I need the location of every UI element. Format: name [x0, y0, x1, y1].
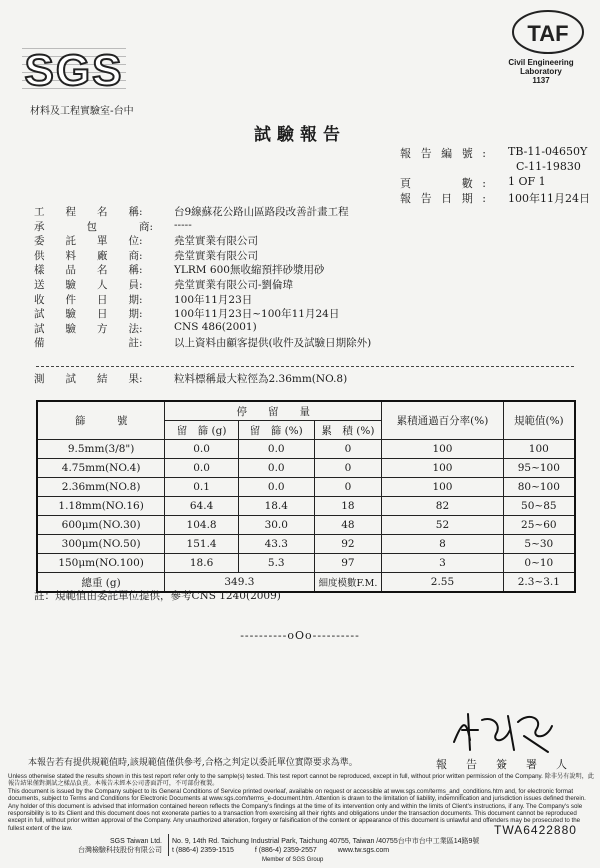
cell-spec: 0~10	[503, 554, 575, 573]
cell-sieve: 150μm(NO.100)	[37, 554, 165, 573]
cell-cum: 18	[314, 497, 382, 516]
cell-fm-value: 2.55	[382, 573, 503, 593]
info-value: 堯堂實業有限公司	[174, 235, 258, 248]
meta-value: C-11-19830	[516, 160, 581, 173]
taf-logo-text: TAF	[527, 21, 569, 46]
fine-print-paragraph: Unless otherwise stated the results shown in this test report refer only to the sample(s) tested. This test report cannot be reproduced, except in full, without prior written permission of the Company. 除非另有說明，此報告結果僅對測試之樣品負責。本報告未經本公司書面許可，不可部份複製。	[8, 773, 595, 788]
cell-pass: 8	[382, 535, 503, 554]
table-row	[37, 535, 575, 554]
report-title: 試驗報告	[254, 125, 346, 145]
taf-caption-line: Civil Engineering	[508, 58, 574, 67]
info-label: 供 料 廠 商:	[34, 249, 143, 262]
info-value: CNS 486(2001)	[174, 320, 257, 333]
info-row	[34, 320, 257, 336]
cell-sieve: 4.75mm(NO.4)	[37, 459, 165, 478]
cell-sieve: 1.18mm(NO.16)	[37, 497, 165, 516]
meta-report-no-2	[400, 160, 581, 175]
table-row	[37, 497, 575, 516]
info-row	[34, 335, 372, 350]
table-row	[37, 440, 575, 459]
cell-sieve: 2.36mm(NO.8)	[37, 478, 165, 497]
footer-phone: t (886-4) 2359-1515 f (886-4) 2359-2557 www.tw.sgs.com	[172, 847, 390, 854]
result-label: 測 試 結 果:	[34, 373, 143, 385]
header-retained-pct: 留 篩 (%)	[238, 421, 314, 440]
info-label: 備 註:	[34, 337, 143, 350]
cell-cum: 48	[314, 516, 382, 535]
meta-report-no	[400, 145, 588, 160]
cell-cum: 92	[314, 535, 382, 554]
report-remark: 本報告若有提供規範值時,該規範值僅供參考,合格之判定以委託單位實際要求為準。	[28, 758, 358, 768]
info-value: -----	[174, 218, 192, 231]
cell-g: 0.0	[165, 459, 239, 478]
handwritten-signature	[448, 700, 558, 758]
info-label: 送 驗 人 員:	[34, 278, 143, 291]
info-label: 試 驗 日 期:	[34, 308, 143, 321]
cell-pct: 43.3	[238, 535, 314, 554]
cell-pass: 52	[382, 516, 503, 535]
cell-pass: 100	[382, 440, 503, 459]
meta-value: TB-11-04650Y	[508, 145, 588, 158]
header-retained: 停 留 量	[165, 401, 382, 421]
report-meta	[400, 145, 590, 205]
cell-pct: 0.0	[238, 440, 314, 459]
cell-spec: 100	[503, 440, 575, 459]
info-row	[34, 248, 258, 263]
info-row	[34, 292, 253, 307]
divider	[36, 366, 574, 367]
table-row	[37, 554, 575, 573]
end-mark: ----------oOo----------	[240, 629, 360, 642]
cell-pass: 100	[382, 478, 503, 497]
info-value: 100年11月23日~100年11月24日	[174, 308, 340, 321]
header-sieve: 篩 號	[37, 401, 165, 440]
cell-sieve: 600μm(NO.30)	[37, 516, 165, 535]
cell-g: 104.8	[165, 516, 239, 535]
cell-fm-spec: 2.3~3.1	[503, 573, 575, 593]
cell-spec: 50~85	[503, 497, 575, 516]
cell-g: 64.4	[165, 497, 239, 516]
info-value: 堯堂實業有限公司	[174, 249, 258, 262]
header-spec: 規範值(%)	[503, 401, 575, 440]
cell-g: 0.1	[165, 478, 239, 497]
info-value: 堯堂實業有限公司-劉倫瑋	[174, 278, 294, 291]
sgs-logo	[22, 42, 126, 100]
info-row	[34, 204, 349, 219]
meta-label: 頁 數:	[400, 177, 488, 190]
cell-g: 0.0	[165, 440, 239, 459]
info-label: 樣 品 名 稱:	[34, 264, 143, 277]
cell-pct: 30.0	[238, 516, 314, 535]
cell-sieve: 9.5mm(3/8")	[37, 440, 165, 459]
cell-cum: 0	[314, 459, 382, 478]
table-row	[37, 516, 575, 535]
info-value: 100年11月23日	[174, 293, 253, 306]
cell-spec: 80~100	[503, 478, 575, 497]
meta-label: 報告日期:	[400, 192, 488, 205]
footer-address-line: No. 9, 14th Rd. Taichung Industrial Park, Taichung 40755, Taiwan /40755台中市台中工業區14路9號	[172, 838, 480, 845]
footer-divider	[168, 834, 169, 856]
cell-pct: 0.0	[238, 459, 314, 478]
info-label: 試 驗 方 法:	[34, 322, 143, 335]
sieve-analysis-table	[36, 400, 576, 593]
table-row	[37, 459, 575, 478]
cell-pass: 82	[382, 497, 503, 516]
header-passing: 累積通過百分率(%)	[382, 401, 503, 440]
meta-report-date	[400, 190, 590, 205]
meta-label: 報告編號:	[400, 147, 488, 160]
footer-address	[172, 837, 479, 855]
taf-caption	[490, 58, 592, 85]
meta-value: 100年11月24日	[508, 192, 590, 205]
cell-cum: 97	[314, 554, 382, 573]
lab-name: 材料及工程實驗室-台中	[30, 106, 134, 117]
info-row	[34, 306, 340, 321]
test-result	[34, 371, 347, 386]
footer-company	[12, 837, 162, 855]
cell-pct: 0.0	[238, 478, 314, 497]
footer-company-en: SGS Taiwan Ltd.	[109, 838, 162, 845]
info-label: 承 包 商:	[34, 220, 154, 233]
spec-note: 註：規範值由委託單位提供，參考CNS 1240(2009)	[34, 590, 281, 602]
cell-sieve: 300μm(NO.50)	[37, 535, 165, 554]
member-of-sgs: Member of SGS Group	[262, 857, 324, 863]
cell-total-label: 總重 (g)	[37, 573, 165, 593]
header-retained-g: 留 篩 (g)	[165, 421, 239, 440]
meta-pages	[400, 175, 546, 190]
info-value: 台9線蘇花公路山區路段改善計畫工程	[174, 206, 349, 218]
cell-cum: 0	[314, 440, 382, 459]
cell-cum: 0	[314, 478, 382, 497]
taf-caption-line: Laboratory	[520, 67, 562, 76]
info-label: 委 託 單 位:	[34, 235, 143, 248]
table-row	[37, 478, 575, 497]
serial-number: TWA6422880	[494, 823, 577, 837]
cell-spec: 5~30	[503, 535, 575, 554]
cell-pass: 3	[382, 554, 503, 573]
taf-logo	[510, 8, 586, 56]
cell-spec: 95~100	[503, 459, 575, 478]
info-row	[34, 277, 294, 292]
sample-info	[34, 204, 372, 350]
info-row	[34, 218, 192, 234]
cell-pct: 18.4	[238, 497, 314, 516]
cell-pass: 100	[382, 459, 503, 478]
cell-g: 151.4	[165, 535, 239, 554]
sgs-logo-text: SGS	[24, 46, 124, 95]
result-value: 粒料標稱最大粒徑為2.36mm(NO.8)	[174, 373, 348, 385]
taf-caption-line: 1137	[532, 76, 550, 85]
cell-total-value: 349.3	[165, 573, 314, 593]
info-row	[34, 233, 258, 248]
info-label: 工 程 名 稱:	[34, 206, 143, 218]
header-cumulative-pct: 累 積 (%)	[314, 421, 382, 440]
signatory-label: 報 告 簽 署 人	[436, 758, 571, 771]
info-label: 收 件 日 期:	[34, 293, 143, 306]
fine-print-paragraph: This document is issued by the Company subject to its General Conditions of Service printed overleaf, available on request or accessible at www.sgs.com/terms_and_conditions.htm and, for electronic format documents, subject to Terms and Conditions for Electronic Documents at www.sgs.com/terms_e-document.htm. Attention is drawn to the limitation of liability, indemnification and jurisdiction issues defined therein. Any holder of this document is advised that information contained hereon reflects the Company's findings at the time of its intervention only and within the limits of Client's instructions, if any. The Company's sole responsibility is to its Client and this document does not exonerate parties to a transaction from exercising all their rights and obligations under the transaction documents. This document cannot be reproduced except in full, without prior written approval of the Company. Any unauthorized alteration, forgery or falsification of the content or appearance of this document is unlawful and offenders may be prosecuted to the fullest extent of the law.	[8, 787, 586, 832]
cell-g: 18.6	[165, 554, 239, 573]
info-value: 以上資料由顧客提供(收件及試驗日期除外)	[174, 337, 372, 350]
cell-spec: 25~60	[503, 516, 575, 535]
cell-fm-label: 細度模數F.M.	[314, 573, 382, 593]
meta-value: 1 OF 1	[508, 175, 546, 188]
footer-company-zh: 台灣檢驗科技股份有限公司	[78, 847, 162, 854]
cell-pct: 5.3	[238, 554, 314, 573]
info-value: YLRM 600無收縮預拌砂漿用砂	[174, 264, 325, 277]
info-row	[34, 262, 325, 277]
